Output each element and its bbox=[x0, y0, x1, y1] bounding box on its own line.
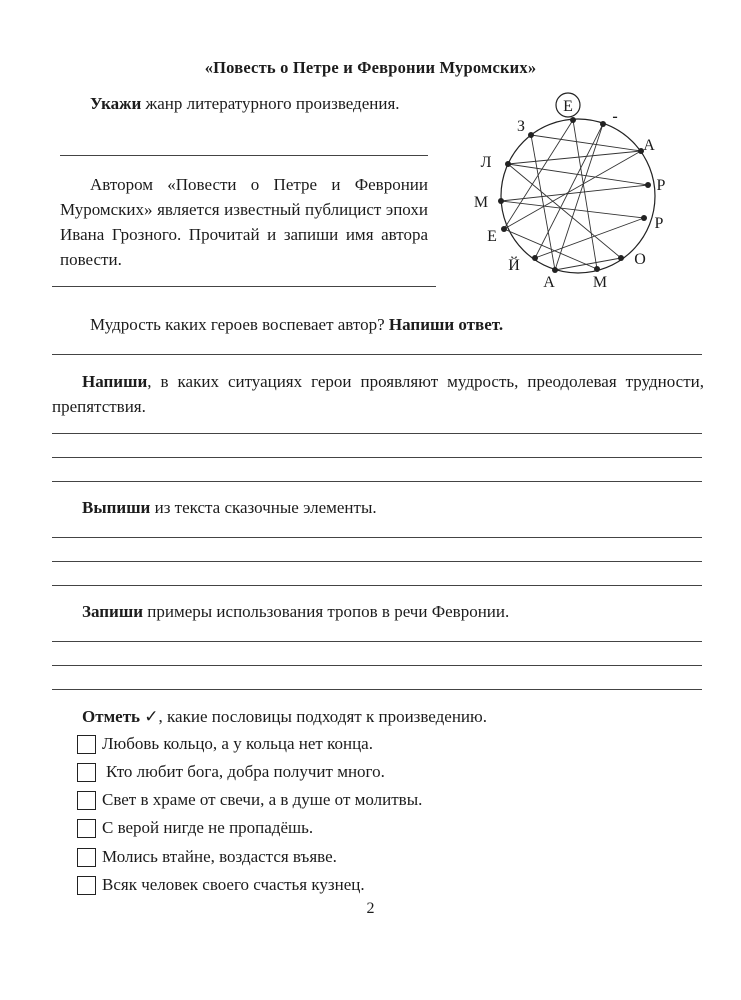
answer-line-tropes-3[interactable] bbox=[52, 689, 702, 690]
start-letter: Е bbox=[563, 98, 573, 115]
puzzle-mark: - bbox=[612, 108, 618, 125]
wheel-letter-8: О bbox=[634, 251, 646, 268]
answer-line-fairytale-2[interactable] bbox=[52, 561, 702, 562]
answer-line-tropes-2[interactable] bbox=[52, 665, 702, 666]
proverb-option-5[interactable] bbox=[77, 845, 337, 869]
task-proverbs bbox=[52, 704, 704, 729]
task-proverbs-text: , какие пословицы подходят к произведению. bbox=[158, 707, 487, 726]
wheel-letter-4: Р bbox=[656, 177, 666, 194]
proverb-label-6: Всяк человек своего счастья кузнец. bbox=[102, 875, 365, 894]
task-author-text: Автором «Повести о Петре и Февронии Муромских» является известный публицист эпохи Ивана Грозного. Прочитай и запиши имя автора повести. bbox=[60, 175, 428, 269]
answer-line-wisdom-3[interactable] bbox=[52, 481, 702, 482]
task-genre-verb: Укажи bbox=[90, 94, 142, 113]
wheel-letter-3: Л bbox=[480, 154, 492, 171]
wheel-letter-6: Р bbox=[654, 215, 664, 232]
wheel-dots bbox=[498, 117, 651, 273]
page-number: 2 bbox=[366, 900, 375, 917]
answer-line-wisdom-1[interactable] bbox=[52, 433, 702, 434]
answer-line-heroes[interactable] bbox=[52, 354, 702, 355]
proverb-label-3: Свет в храме от свечи, а в душе от молитвы. bbox=[102, 790, 423, 809]
proverb-option-1[interactable] bbox=[77, 732, 373, 756]
answer-line-wisdom-2[interactable] bbox=[52, 457, 702, 458]
proverb-label-2: Кто любит бога, добра получит много. bbox=[106, 762, 385, 781]
task-wisdom bbox=[52, 369, 704, 419]
task-fairytale-text: из текста сказочные элементы. bbox=[150, 498, 377, 517]
task-genre bbox=[60, 91, 428, 116]
proverb-label-5: Молись втайне, воздастся въяве. bbox=[102, 847, 337, 866]
task-heroes-text: Мудрость каких героев воспевает автор? bbox=[90, 315, 389, 334]
proverb-option-4[interactable] bbox=[77, 816, 313, 840]
task-wisdom-verb: Напиши bbox=[82, 372, 148, 391]
proverb-checkbox-6[interactable] bbox=[77, 876, 96, 895]
answer-line-fairytale-1[interactable] bbox=[52, 537, 702, 538]
task-tropes-verb: Запиши bbox=[82, 602, 143, 621]
checkmark-icon: ✓ bbox=[144, 707, 159, 726]
task-tropes-text: примеры использования тропов в речи Февронии. bbox=[143, 602, 510, 621]
task-tropes bbox=[52, 599, 704, 624]
task-fairytale bbox=[52, 495, 704, 520]
task-fairytale-verb: Выпиши bbox=[82, 498, 151, 517]
answer-line-author[interactable] bbox=[52, 286, 436, 287]
proverb-label-4: С верой нигде не пропадёшь. bbox=[102, 818, 314, 837]
wheel-letter-7: Е bbox=[487, 228, 497, 245]
proverb-option-6[interactable] bbox=[77, 873, 365, 897]
task-proverbs-verb: Отметь bbox=[82, 707, 141, 726]
wheel-letter-11: М bbox=[592, 274, 608, 291]
wheel-letter-1: З bbox=[516, 118, 526, 135]
proverb-checkbox-4[interactable] bbox=[77, 819, 96, 838]
letter-wheel-puzzle bbox=[455, 85, 695, 300]
wheel-letter-2: А bbox=[643, 137, 655, 154]
proverb-checkbox-1[interactable] bbox=[77, 735, 96, 754]
proverb-option-2[interactable] bbox=[77, 760, 385, 784]
task-genre-text: жанр литературного произведения. bbox=[141, 94, 400, 113]
wheel-letter-5: М bbox=[473, 194, 489, 211]
task-author bbox=[60, 172, 428, 272]
wheel-letter-10: А bbox=[543, 274, 555, 291]
proverb-option-3[interactable] bbox=[77, 788, 422, 812]
proverb-checkbox-5[interactable] bbox=[77, 848, 96, 867]
answer-line-genre[interactable] bbox=[60, 155, 428, 156]
page-title: «Повесть о Петре и Февронии Муромских» bbox=[204, 58, 537, 77]
task-heroes bbox=[60, 312, 700, 337]
proverb-checkbox-3[interactable] bbox=[77, 791, 96, 810]
answer-line-fairytale-3[interactable] bbox=[52, 585, 702, 586]
answer-line-tropes-1[interactable] bbox=[52, 641, 702, 642]
wheel-letter-9: Й bbox=[508, 257, 520, 274]
proverb-checkbox-2[interactable] bbox=[77, 763, 96, 782]
task-wisdom-text: , в каких ситуациях герои проявляют мудрость, преодолевая трудности, препятствия. bbox=[52, 372, 704, 416]
proverb-label-1: Любовь кольцо, а у кольца нет конца. bbox=[102, 734, 373, 753]
task-heroes-verb: Напиши ответ. bbox=[388, 315, 504, 334]
